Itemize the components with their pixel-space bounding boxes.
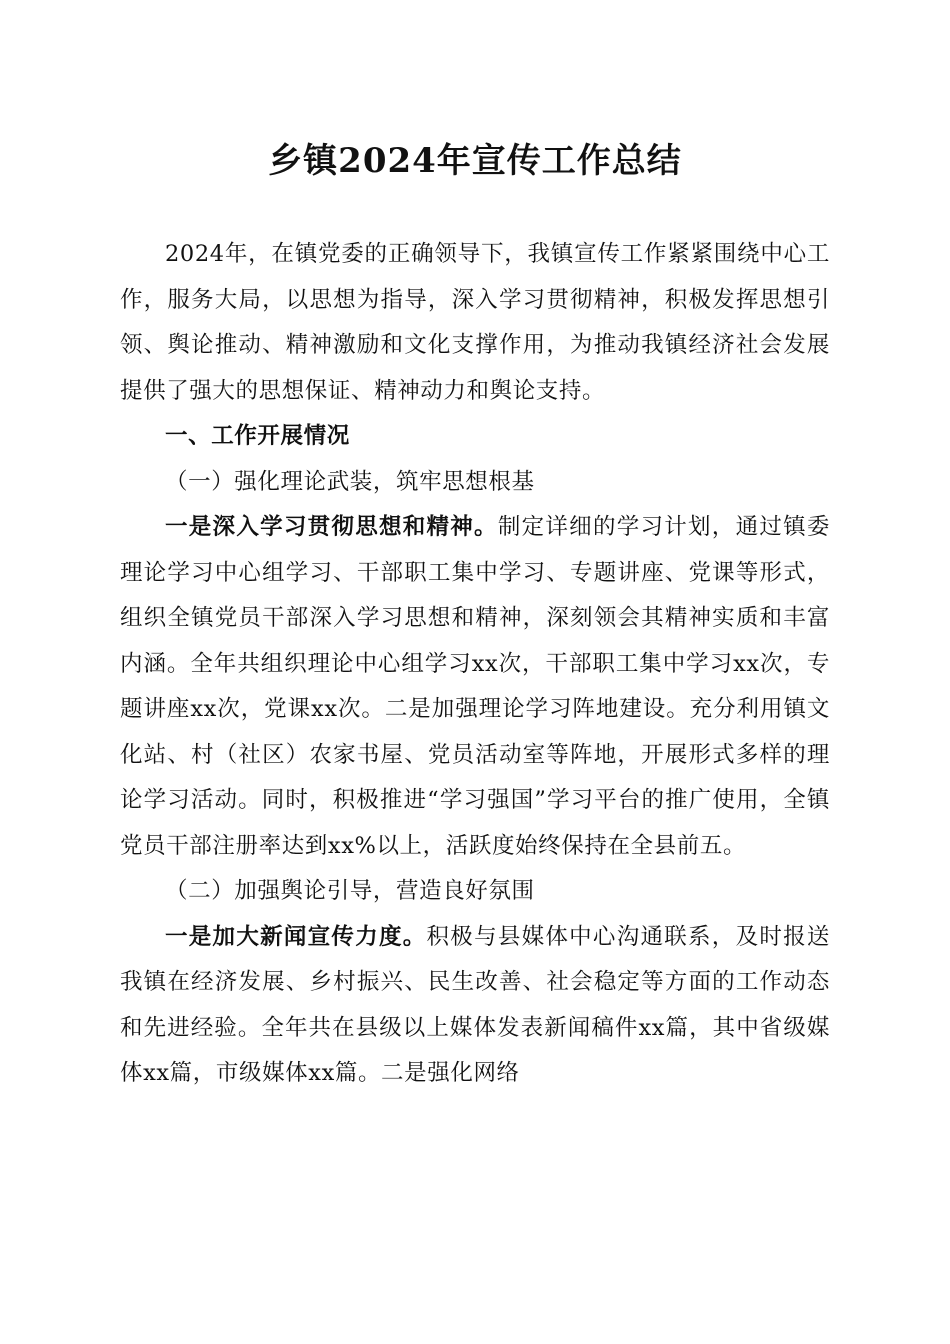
theory-paragraph-lead: 一是深入学习贯彻思想和精神。 <box>165 514 498 540</box>
section-heading-work-progress: 一、工作开展情况 <box>165 423 350 449</box>
news-paragraph <box>120 915 830 1097</box>
subsection-heading-public-opinion: （二）加强舆论引导，营造良好氛围 <box>165 878 535 904</box>
news-paragraph-text: 积极与县媒体中心沟通联系，及时报送我镇在经济发展、乡村振兴、民生改善、社会稳定等方面的工作动态和先进经验。全年共在县级以上媒体发表新闻稿件xx篇，其中省级媒体xx篇，市级媒体xx篇。二是强化网络 <box>120 923 830 1086</box>
subsection-heading-theory: （一）强化理论武装，筑牢思想根基 <box>165 468 535 495</box>
theory-paragraph <box>120 505 830 869</box>
document-body <box>120 232 830 1097</box>
news-paragraph-lead: 一是加大新闻宣传力度。 <box>165 923 427 950</box>
document-title: 乡镇2024年宣传工作总结 <box>268 141 682 181</box>
intro-paragraph: 2024年，在镇党委的正确领导下，我镇宣传工作紧紧围绕中心工作，服务大局，以思想为指导，深入学习贯彻精神，积极发挥思想引领、舆论推动、精神激励和文化支撑作用，为推动我镇经济社会发展提供了强大的思想保证、精神动力和舆论支持。 <box>120 241 830 404</box>
theory-paragraph-text: 制定详细的学习计划，通过镇委理论学习中心组学习、干部职工集中学习、专题讲座、党课等形式，组织全镇党员干部深入学习思想和精神，深刻领会其精神实质和丰富内涵。全年共组织理论中心组学习xx次，干部职工集中学习xx次，专题讲座xx次，党课xx次。二是加强理论学习阵地建设。充分利用镇文化站、村（社区）农家书屋、党员活动室等阵地，开展形式多样的理论学习活动。同时，积极推进“学习强国”学习平台的推广使用，全镇党员干部注册率达到xx%以上，活跃度始终保持在全县前五。 <box>120 514 831 859</box>
